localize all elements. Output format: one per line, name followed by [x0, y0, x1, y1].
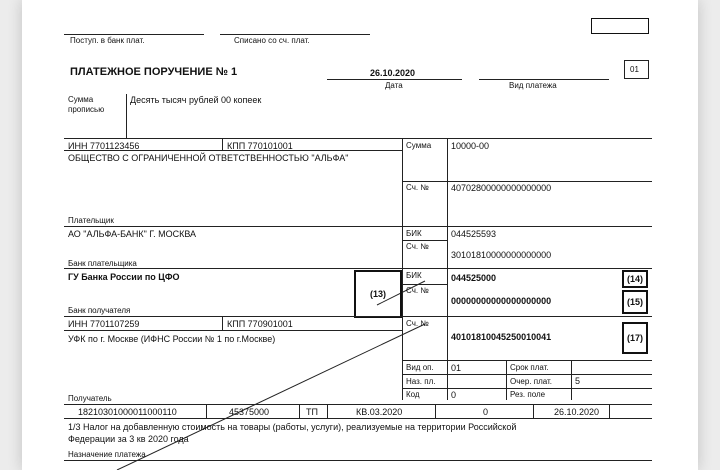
recipient-bank-bik-value: 044525000 — [451, 273, 497, 283]
payer-amount-label: Сумма — [406, 141, 432, 150]
recipient-name: УФК по г. Москве (ИФНС России № 1 по г.Москве) — [68, 334, 276, 344]
grid-line — [402, 284, 447, 285]
grid-line — [299, 404, 300, 418]
grid-line — [64, 150, 402, 151]
recipient-bank-name: ГУ Банка России по ЦФО — [68, 272, 180, 282]
received-line — [64, 34, 204, 35]
form-code: 01 — [630, 65, 639, 74]
payer-kpp: КПП 770101001 — [227, 141, 293, 151]
recipient-bank-bik-label: БИК — [406, 271, 422, 280]
grid-line — [533, 404, 534, 418]
payment-type-line — [479, 79, 609, 80]
grid-line — [64, 460, 652, 461]
grid-line — [64, 316, 652, 317]
payer-bank-account-value: 30101810000000000000 — [451, 250, 552, 260]
recipient-bank-label: Банк получателя — [68, 306, 131, 315]
recipient-bank-account-label: Сч. № — [406, 286, 429, 295]
recipient-account-label: Сч. № — [406, 319, 429, 328]
payer-bank-bik-value: 044525593 — [451, 229, 497, 239]
payer-bank-name: АО "АЛЬФА-БАНК" Г. МОСКВА — [68, 229, 197, 239]
grid-line — [327, 404, 328, 418]
recipient-label: Получатель — [68, 394, 112, 403]
purpose-line-1: 1/3 Налог на добавленную стоимость на товары (работы, услуги), реализуемые на территории Российской — [68, 422, 517, 432]
received-label: Поступ. в банк плат. — [70, 36, 145, 45]
grid-line — [64, 138, 652, 139]
amount-words-label-1: Сумма — [68, 95, 94, 104]
grid-line — [64, 268, 652, 269]
debited-label: Списано со сч. плат. — [234, 36, 310, 45]
marker-14: (14) — [626, 274, 643, 284]
reserve-label: Рез. поле — [510, 390, 546, 399]
grid-line — [571, 360, 572, 400]
recipient-kpp: КПП 770901001 — [227, 319, 293, 329]
payment-order-sheet — [22, 0, 698, 470]
kbk-value: 18210301000011000110 — [78, 407, 177, 417]
term-label: Срок плат. — [510, 363, 549, 372]
order-label: Очер. плат. — [510, 377, 553, 386]
grid-line — [64, 418, 652, 419]
purpose-code-label: Наз. пл. — [406, 377, 436, 386]
grid-line — [402, 374, 652, 375]
code-label: Код — [406, 390, 420, 399]
marker-15: (15) — [626, 297, 643, 307]
grid-line — [402, 388, 652, 389]
payer-amount-value: 10000-00 — [451, 141, 490, 151]
amount-words-value: Десять тысяч рублей 00 копеек — [130, 95, 262, 105]
period-value: КВ.03.2020 — [356, 407, 403, 417]
payer-account-label: Сч. № — [406, 183, 429, 192]
grid-line — [609, 404, 610, 418]
payment-type-label: Вид платежа — [509, 81, 557, 90]
payer-account-value: 40702800000000000000 — [451, 183, 552, 193]
payer-inn: ИНН 7701123456 — [68, 141, 140, 151]
marker-17: (17) — [626, 333, 643, 343]
purpose-label: Назначение платежа — [68, 450, 146, 459]
payer-bank-account-label: Сч. № — [406, 242, 429, 251]
grid-line — [506, 360, 507, 400]
date-label: Дата — [385, 81, 403, 90]
grid-line — [402, 240, 447, 241]
amount-words-label-2: прописью — [68, 105, 105, 114]
recipient-inn: ИНН 7701107259 — [68, 319, 140, 329]
grid-line — [64, 330, 402, 331]
op-type-value: 01 — [451, 363, 462, 373]
payer-bank-bik-label: БИК — [406, 229, 422, 238]
code-value: 0 — [451, 390, 457, 400]
doc-number-value: 0 — [483, 407, 489, 417]
grid-line — [435, 404, 436, 418]
doc-date-value: 26.10.2020 — [554, 407, 600, 417]
payer-bank-label: Банк плательщика — [68, 259, 137, 268]
grid-line — [206, 404, 207, 418]
grid-line — [402, 181, 652, 182]
recipient-account-value: 40101810045250010041 — [451, 332, 552, 342]
purpose-line-2: Федерации за 3 кв 2020 года — [68, 434, 189, 444]
payer-label: Плательщик — [68, 216, 114, 225]
debited-line — [220, 34, 370, 35]
marker-13: (13) — [369, 289, 386, 299]
grid-line — [64, 404, 652, 405]
page-title: ПЛАТЕЖНОЕ ПОРУЧЕНИЕ № 1 — [70, 66, 238, 78]
grid-line — [222, 138, 223, 150]
basis-value: ТП — [306, 407, 318, 417]
payer-name: ОБЩЕСТВО С ОГРАНИЧЕННОЙ ОТВЕТСТВЕННОСТЬЮ "АЛЬФА" — [68, 153, 349, 163]
recipient-bank-account-value: 00000000000000000000 — [451, 296, 552, 306]
amount-words-divider — [126, 94, 127, 138]
grid-line — [222, 316, 223, 330]
date-value: 26.10.2020 — [370, 68, 416, 78]
bank-stamp-box — [591, 18, 649, 34]
grid-line — [64, 226, 652, 227]
order-value: 5 — [575, 376, 581, 386]
grid-line — [402, 360, 652, 361]
op-type-label: Вид оп. — [406, 363, 434, 372]
oktmo-value: 45375000 — [229, 407, 270, 417]
date-line — [327, 79, 462, 80]
